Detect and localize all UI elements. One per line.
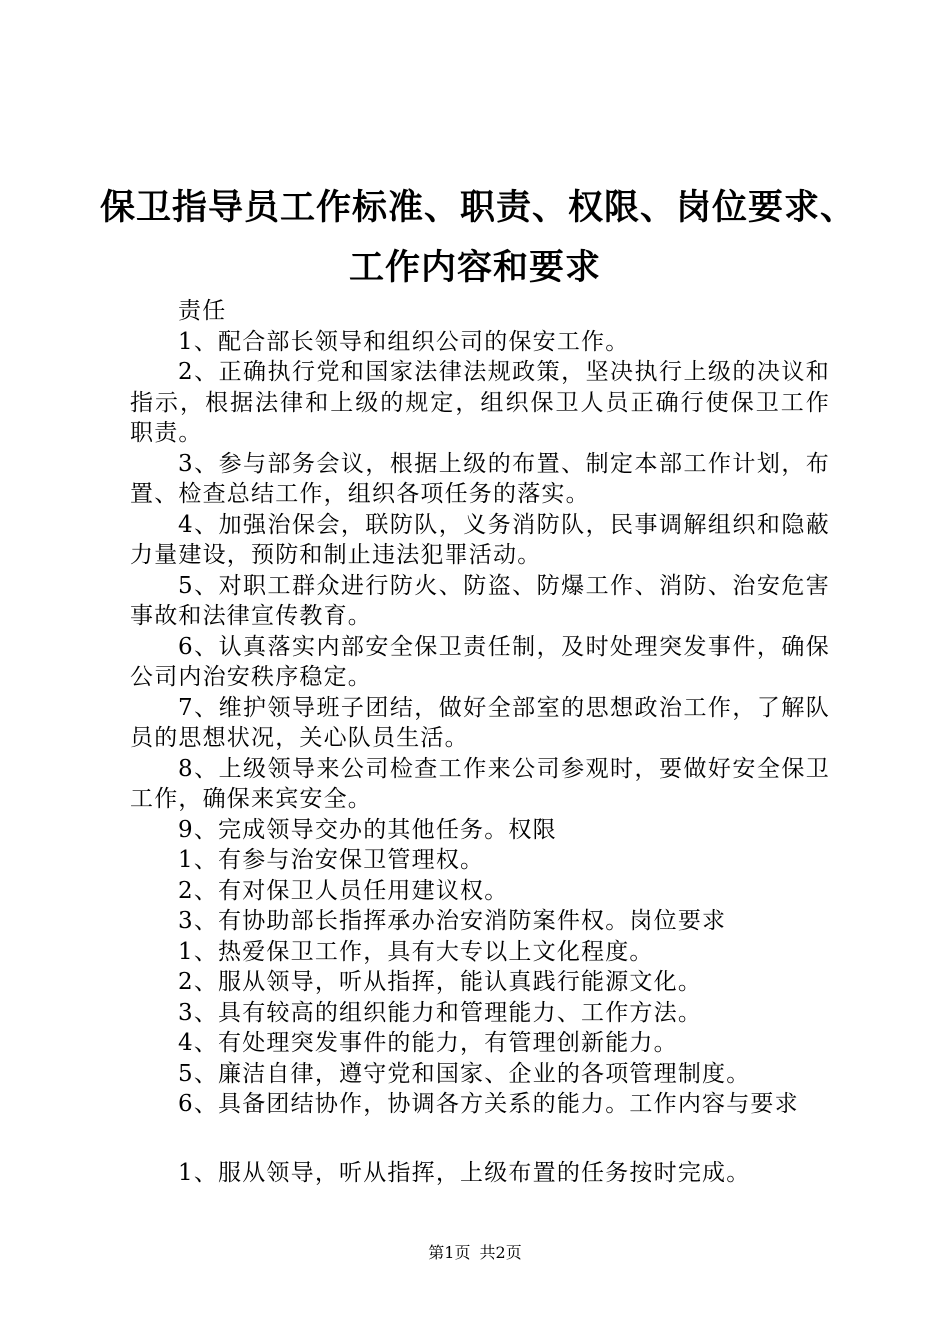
paragraph: 6、认真落实内部安全保卫责任制，及时处理突发事件，确保公司内治安秩序稳定。 — [130, 633, 830, 690]
paragraph: 1、配合部长领导和组织公司的保安工作。 — [178, 328, 630, 355]
paragraph-final: 1、服从领导，听从指挥，上级布置的任务按时完成。 — [178, 1159, 751, 1186]
paragraph: 2、正确执行党和国家法律法规政策，坚决执行上级的决议和指示，根据法律和上级的规定，组织保卫人员正确行使保卫工作职责。 — [130, 359, 830, 446]
document-title-line-2: 工作内容和要求 — [348, 248, 601, 288]
paragraph: 1、有参与治安保卫管理权。 — [178, 847, 485, 873]
paragraph: 1、热爱保卫工作，具有大专以上文化程度。 — [178, 938, 654, 965]
paragraph: 4、有处理突发事件的能力，有管理创新能力。 — [178, 1030, 678, 1056]
paragraph: 5、廉洁自律，遵守党和国家、企业的各项管理制度。 — [178, 1060, 751, 1087]
paragraph: 4、加强治保会，联防队，义务消防队，民事调解组织和隐蔽力量建设，预防和制止违法犯罪活动。 — [130, 511, 830, 568]
paragraph: 6、具备团结协作，协调各方关系的能力。工作内容与要求 — [178, 1091, 799, 1117]
paragraph: 5、对职工群众进行防火、防盗、防爆工作、消防、治安危害事故和法律宣传教育。 — [130, 572, 830, 629]
paragraph: 9、完成领导交办的其他任务。权限 — [178, 816, 557, 843]
paragraph: 2、服从领导，听从指挥，能认真践行能源文化。 — [178, 969, 703, 995]
page-total: 共2页 — [479, 1243, 522, 1262]
paragraph: 7、维护领导班子团结，做好全部室的思想政治工作，了解队员的思想状况，关心队员生活。 — [130, 694, 830, 751]
page-number: 第1页 — [428, 1243, 471, 1262]
document-title-line-1: 保卫指导员工作标准、职责、权限、岗位要求、 — [100, 188, 857, 228]
page-footer — [0, 1243, 950, 1263]
paragraph: 3、具有较高的组织能力和管理能力、工作方法。 — [178, 999, 703, 1026]
document-body — [130, 296, 830, 1188]
paragraph: 8、上级领导来公司检查工作来公司参观时，要做好安全保卫工作，确保来宾安全。 — [130, 755, 830, 812]
paragraph: 2、有对保卫人员任用建议权。 — [178, 877, 509, 904]
paragraph: 3、参与部务会议，根据上级的布置、制定本部工作计划，布置、检查总结工作，组织各项任务的落实。 — [130, 450, 830, 507]
paragraph: 3、有协助部长指挥承办治安消防案件权。岗位要求 — [178, 908, 727, 934]
paragraph-gap — [130, 1120, 830, 1158]
paragraph: 责任 — [178, 298, 227, 324]
